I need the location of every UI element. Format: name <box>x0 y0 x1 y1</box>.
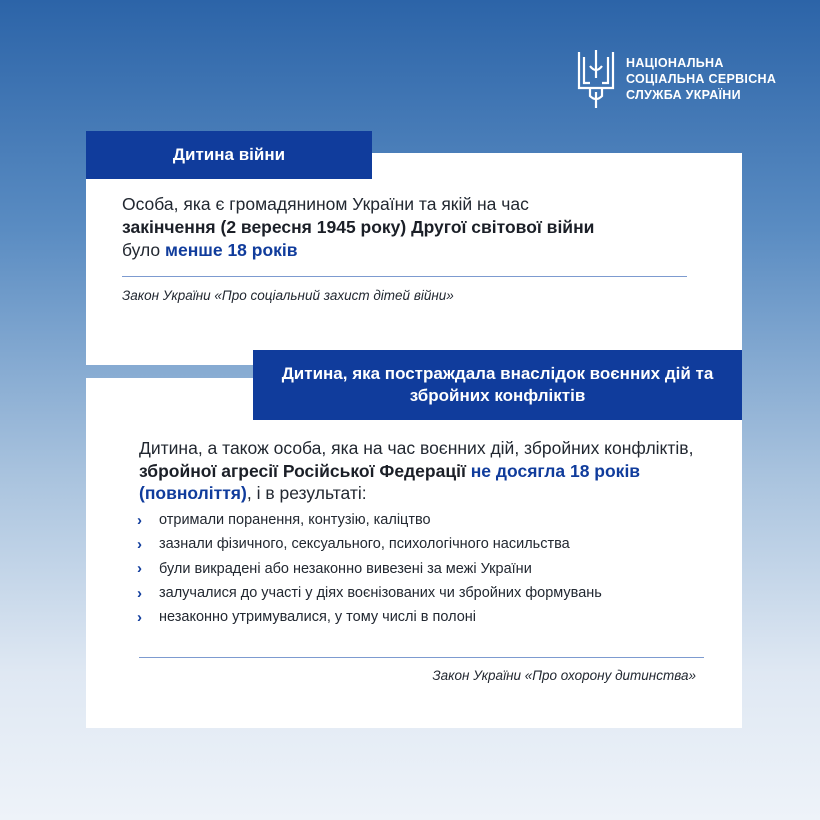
definition2-text-1: Дитина, а також особа, яка на час воєнних дій, збройних конфліктів, <box>139 438 694 458</box>
section-title-affected-child: Дитина, яка постраждала внаслідок воєнних дій та збройних конфліктів <box>253 350 742 420</box>
logo <box>576 48 776 110</box>
chevron-right-icon: › <box>137 608 142 626</box>
list-item-text: були викрадені або незаконно вивезені за межі України <box>159 560 532 577</box>
chevron-right-icon: › <box>137 535 142 553</box>
definition-child-of-war <box>122 193 702 262</box>
law-reference-1: Закон України «Про соціальний захист дітей війни» <box>122 288 454 303</box>
list-item <box>137 581 602 605</box>
trident-icon <box>576 48 616 110</box>
list-item-text: залучалися до участі у діях воєнізованих чи збройних формувань <box>159 585 602 602</box>
list-item-text: незаконно утримувалися, у тому числі в полоні <box>159 609 476 626</box>
consequences-list <box>137 508 602 629</box>
list-item <box>137 508 602 532</box>
chevron-right-icon: › <box>137 560 142 578</box>
definition-text-1: Особа, яка є громадянином України та якій на час <box>122 194 529 214</box>
list-item-text: зазнали фізичного, сексуального, психологічного насильства <box>159 536 570 553</box>
definition2-text-2: , і в результаті: <box>246 483 367 503</box>
definition-text-3: було <box>122 240 166 260</box>
definition-affected-child <box>139 437 709 505</box>
divider <box>122 276 687 277</box>
logo-line-1: НАЦІОНАЛЬНА <box>626 56 724 70</box>
law-reference-2: Закон України «Про охорону дитинства» <box>432 668 696 683</box>
logo-text <box>626 55 776 103</box>
definition2-accent: не досягла 18 років (повноліття) <box>139 460 641 503</box>
list-item-text: отримали поранення, контузію, каліцтво <box>159 512 431 529</box>
chevron-right-icon: › <box>137 584 142 602</box>
section-title-child-of-war: Дитина війни <box>86 131 372 179</box>
list-item <box>137 532 602 556</box>
definition-accent: менше 18 років <box>165 240 298 260</box>
chevron-right-icon: › <box>137 511 142 529</box>
logo-line-2: СОЦІАЛЬНА СЕРВІСНА <box>626 72 777 86</box>
definition2-bold: збройної агресії Російської Федерації <box>139 460 466 481</box>
list-item <box>137 605 602 629</box>
list-item <box>137 557 602 581</box>
definition-text-2: Другої світової війни <box>406 217 595 237</box>
logo-line-3: СЛУЖБА УКРАЇНИ <box>626 88 741 102</box>
definition-bold: закінчення (2 вересня 1945 року) <box>122 217 407 237</box>
divider <box>139 657 704 658</box>
